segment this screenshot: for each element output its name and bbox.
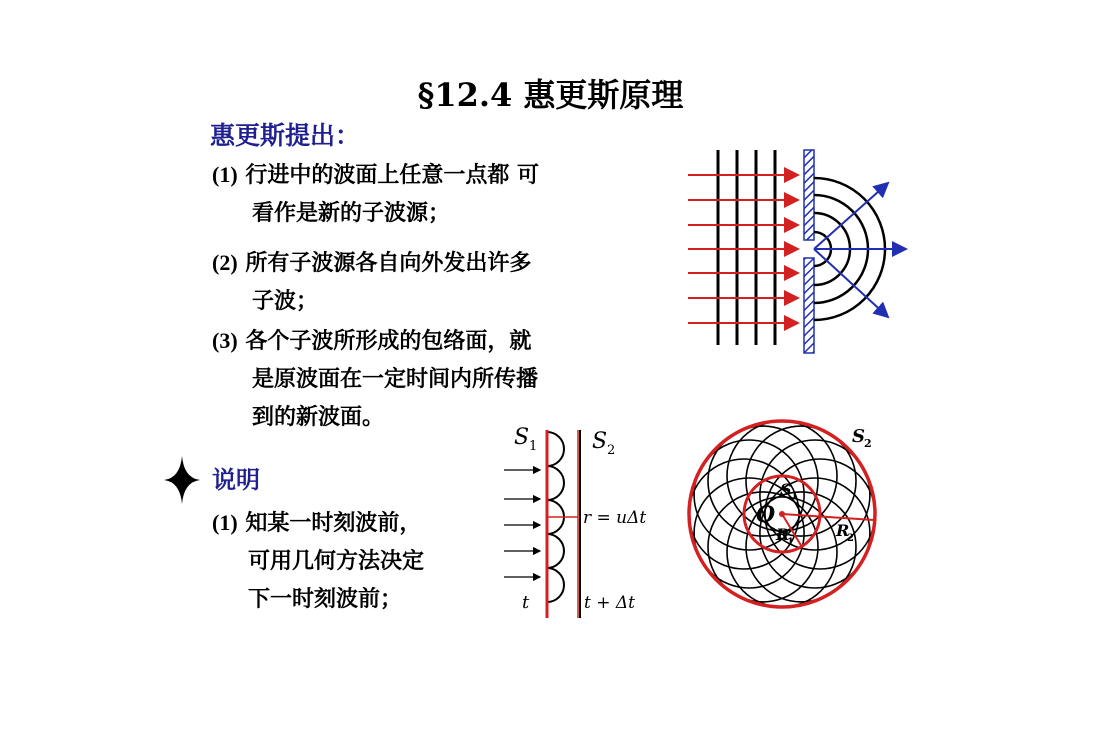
s2-label: S <box>592 429 608 454</box>
plane-wavelet-figure <box>500 422 680 622</box>
proposal-item-2: (2) 所有子波源各自向外发出许多 <box>212 250 532 276</box>
note-item-1-cont-2: 下一时刻波前； <box>248 586 403 612</box>
proposal-item-1: (1) 行进中的波面上任意一点都 可 <box>212 162 539 188</box>
note-item-1: (1) 知某一时刻波前， <box>212 510 422 536</box>
r1-sub: 1 <box>787 537 794 548</box>
s1-label-2: S <box>780 480 792 499</box>
o-label: O <box>756 502 776 528</box>
note-item-1-cont-1: 可用几何方法决定 <box>248 548 425 574</box>
spherical-wavelet-figure <box>680 414 890 614</box>
s2-sub-2: 2 <box>864 437 872 450</box>
barrier-top <box>804 150 814 240</box>
proposal-item-1-cont: 看作是新的子波源； <box>252 200 451 226</box>
proposal-item-3: (3) 各个子波所形成的包络面，就 <box>212 328 532 354</box>
r-label: r = uΔt <box>583 508 647 528</box>
s2-label-2: S <box>852 426 865 447</box>
r2-sub: 2 <box>847 533 854 544</box>
star-bullet-icon <box>164 456 200 504</box>
wavefront-lines <box>718 150 775 345</box>
s2-sub: 2 <box>607 443 616 458</box>
s1-sub: 1 <box>529 439 538 454</box>
proposal-item-2-cont: 子波； <box>252 288 319 314</box>
slit-diffraction-figure <box>680 145 920 355</box>
t2-label: t + Δt <box>584 593 635 613</box>
t-label: t <box>522 592 530 613</box>
plane-incident-rays <box>504 470 540 577</box>
r1-label: R <box>776 525 790 544</box>
note-heading: 说明 <box>212 465 260 494</box>
s1-label: S <box>514 425 530 450</box>
diffracted-rays <box>814 183 906 317</box>
barrier-bottom <box>804 258 814 353</box>
r2-line <box>782 514 874 520</box>
proposal-heading: 惠更斯提出： <box>210 121 361 150</box>
r2-label: R <box>836 521 850 540</box>
proposal-item-3-cont-1: 是原波面在一定时间内所传播 <box>252 366 539 392</box>
proposal-item-3-cont-2: 到的新波面。 <box>252 404 385 430</box>
incident-rays <box>688 175 798 323</box>
s1-sub-2: 1 <box>791 491 798 502</box>
page-title: §12.4 惠更斯原理 <box>417 76 684 114</box>
